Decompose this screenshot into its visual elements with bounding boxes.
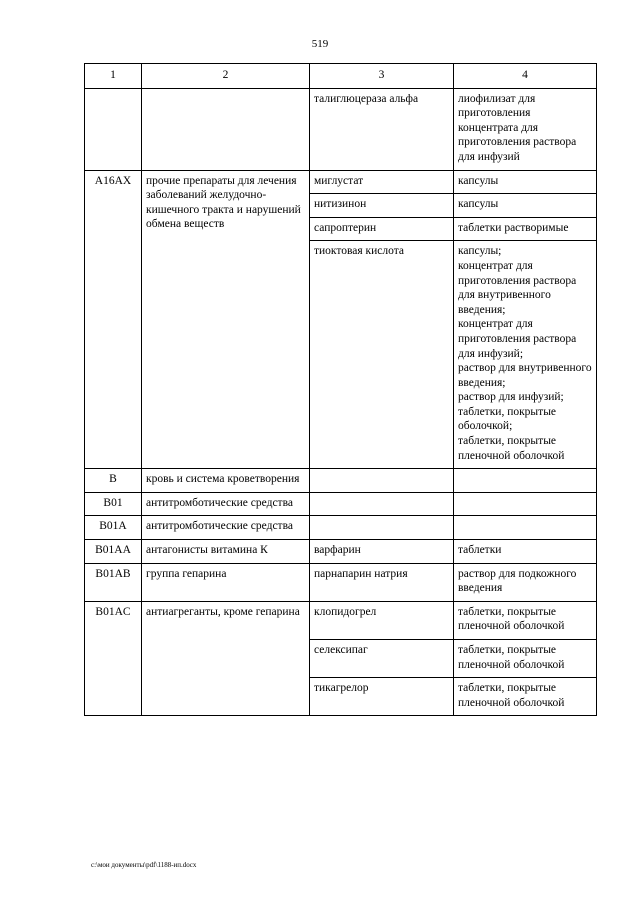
header-cell-2: 2 [142, 64, 310, 89]
dosage-form-cell [454, 492, 597, 516]
group-name-cell: антиагреганты, кроме гепарина [142, 601, 310, 716]
drug-name-cell: нитизинон [310, 194, 454, 218]
dosage-form-line: таблетки, покрытые пленочной оболочкой [458, 682, 565, 709]
table-row [85, 469, 597, 493]
group-name-cell: кровь и система кроветворения [142, 469, 310, 493]
table-row [85, 563, 597, 601]
drug-name-cell [310, 492, 454, 516]
dosage-form-line: таблетки, покрытые пленочной оболочкой [458, 644, 565, 671]
dosage-form-line: раствор для внутривенного введения; [458, 362, 592, 389]
dosage-form-cell [454, 516, 597, 540]
drug-table [84, 63, 597, 716]
dosage-form-line: раствор для инфузий; [458, 391, 564, 404]
dosage-form-cell [454, 540, 597, 564]
page-number: 519 [311, 38, 329, 50]
group-name-cell: антагонисты витамина К [142, 540, 310, 564]
footer-file-path: c:\мои документы\pdf\1188-ип.docx [91, 861, 197, 869]
drug-name-cell: парнапарин натрия [310, 563, 454, 601]
header-cell-3: 3 [310, 64, 454, 89]
dosage-form-line: таблетки [458, 544, 502, 557]
dosage-form-line: концентрат для приготовления раствора для инфузий; [458, 318, 577, 360]
dosage-form-line: раствор для подкожного введения [458, 567, 577, 595]
table-row [85, 170, 597, 194]
drug-name-cell [310, 516, 454, 540]
dosage-form-line: таблетки, покрытые пленочной оболочкой [458, 605, 565, 633]
dosage-form-cell [454, 170, 597, 194]
atc-code-cell: B01AB [85, 563, 142, 601]
dosage-form-cell [454, 563, 597, 601]
table-row [85, 516, 597, 540]
group-name-cell: антитромботические средства [142, 516, 310, 540]
atc-code-cell [85, 88, 142, 170]
dosage-form-line: таблетки растворимые [458, 221, 569, 234]
drug-name-cell: тиоктовая кислота [310, 241, 454, 469]
header-cell-1: 1 [85, 64, 142, 89]
dosage-form-line: лиофилизат для приготовления концентрата для приготовления раствора для инфузий [458, 92, 577, 163]
table-row [85, 88, 597, 170]
group-name-cell: антитромботические средства [142, 492, 310, 516]
atc-code-cell: B01AA [85, 540, 142, 564]
header-cell-4: 4 [454, 64, 597, 89]
drug-name-cell: варфарин [310, 540, 454, 564]
atc-code-cell: B01 [85, 492, 142, 516]
dosage-form-cell [454, 601, 597, 639]
dosage-form-line: таблетки, покрытые оболочкой; [458, 405, 557, 433]
table-body [85, 64, 597, 716]
header-row [85, 64, 597, 89]
atc-code-cell: B01AC [85, 601, 142, 716]
table-row [85, 492, 597, 516]
dosage-form-line: таблетки, покрытые пленочной оболочкой [458, 435, 565, 462]
drug-name-cell: клопидогрел [310, 601, 454, 639]
table-row [85, 601, 597, 639]
group-name-cell [142, 88, 310, 170]
dosage-form-cell [454, 469, 597, 493]
dosage-form-line: концентрат для приготовления раствора для внутривенного введения; [458, 259, 577, 316]
atc-code-cell: B01A [85, 516, 142, 540]
group-name-cell: прочие препараты для лечения заболеваний желудочно-кишечного тракта и нарушений обмена веществ [142, 170, 310, 469]
dosage-form-cell [454, 194, 597, 218]
dosage-form-line: капсулы; [458, 245, 502, 258]
drug-name-cell: миглустат [310, 170, 454, 194]
drug-name-cell: тикагрелор [310, 678, 454, 716]
dosage-form-cell [454, 678, 597, 716]
dosage-form-cell [454, 217, 597, 241]
atc-code-cell: B [85, 469, 142, 493]
drug-name-cell: талиглюцераза альфа [310, 88, 454, 170]
dosage-form-cell [454, 640, 597, 678]
dosage-form-cell [454, 88, 597, 170]
dosage-form-cell [454, 241, 597, 469]
group-name-cell: группа гепарина [142, 563, 310, 601]
dosage-form-line: капсулы [458, 174, 499, 187]
drug-name-cell [310, 469, 454, 493]
drug-name-cell: селексипаг [310, 640, 454, 678]
drug-name-cell: сапроптерин [310, 217, 454, 241]
dosage-form-line: капсулы [458, 198, 499, 211]
atc-code-cell: A16AX [85, 170, 142, 469]
table-row [85, 540, 597, 564]
